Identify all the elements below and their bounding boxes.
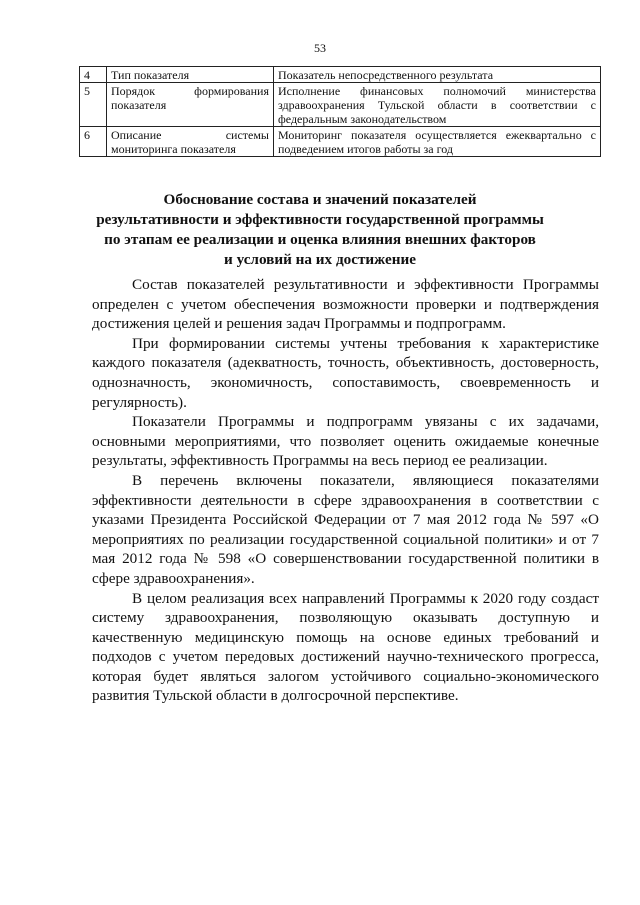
indicator-passport-table	[79, 66, 601, 157]
paragraph: Показатели Программы и подпрограмм увязаны с их задачами, основными мероприятиями, что позволяет оценить ожидаемые конечные результаты, эффективность Программы на весь период ее реализации.	[92, 413, 599, 470]
page-number: 53	[314, 41, 326, 55]
row-value-cell: Мониторинг показателя осуществляется ежеквартально с подведением итогов работы за год	[274, 127, 601, 157]
title-line: по этапам ее реализации и оценка влияния внешних факторов	[104, 231, 536, 248]
title-line: Обоснование состава и значений показателей	[163, 191, 477, 208]
body-text	[92, 275, 599, 706]
title-line: и условий на их достижение	[224, 251, 416, 268]
row-name-cell: Порядок формирования показателя	[107, 83, 274, 127]
row-number-cell: 5	[80, 83, 107, 127]
title-line: результативности и эффективности государственной программы	[96, 211, 544, 228]
paragraph: При формировании системы учтены требования к характеристике каждого показателя (адекватность, точность, объективность, достоверность, однозначность, экономичность, сопоставимость, своевременность и регулярность).	[92, 334, 599, 411]
paragraph: Состав показателей результативности и эффективности Программы определен с учетом обеспечения возможности проверки и подтверждения достижения целей и решения задач Программы и подпрограмм.	[92, 276, 599, 333]
row-name-cell: Тип показателя	[107, 67, 274, 83]
table-row	[80, 83, 601, 127]
row-value-cell: Исполнение финансовых полномочий министерства здравоохранения Тульской области в соответствии с федеральным законодательством	[274, 83, 601, 127]
paragraph: В перечень включены показатели, являющиеся показателями эффективности деятельности в сфере здравоохранения в соответствии с указами Президента Российской Федерации от 7 мая 2012 года № 597 «О мероприятиях по реализации государственной социальной политики» и от 7 мая 2012 года № 598 «О совершенствовании государственной политики в сфере здравоохранения».	[92, 471, 599, 587]
row-name-cell: Описание системы мониторинга показателя	[107, 127, 274, 157]
row-number-cell: 4	[80, 67, 107, 83]
table-row	[80, 127, 601, 157]
section-title	[90, 190, 550, 270]
row-number-cell: 6	[80, 127, 107, 157]
row-value-cell: Показатель непосредственного результата	[274, 67, 601, 83]
table-row	[80, 67, 601, 83]
paragraph: В целом реализация всех направлений Программы к 2020 году создаст систему здравоохранения, позволяющую оказывать доступную и качественную медицинскую помощь на основе единых требований и подходов с учетом передовых достижений научно-технического прогресса, которая будет являться залогом устойчивого социально-экономического развития Тульской области в долгосрочной перспективе.	[92, 589, 599, 705]
